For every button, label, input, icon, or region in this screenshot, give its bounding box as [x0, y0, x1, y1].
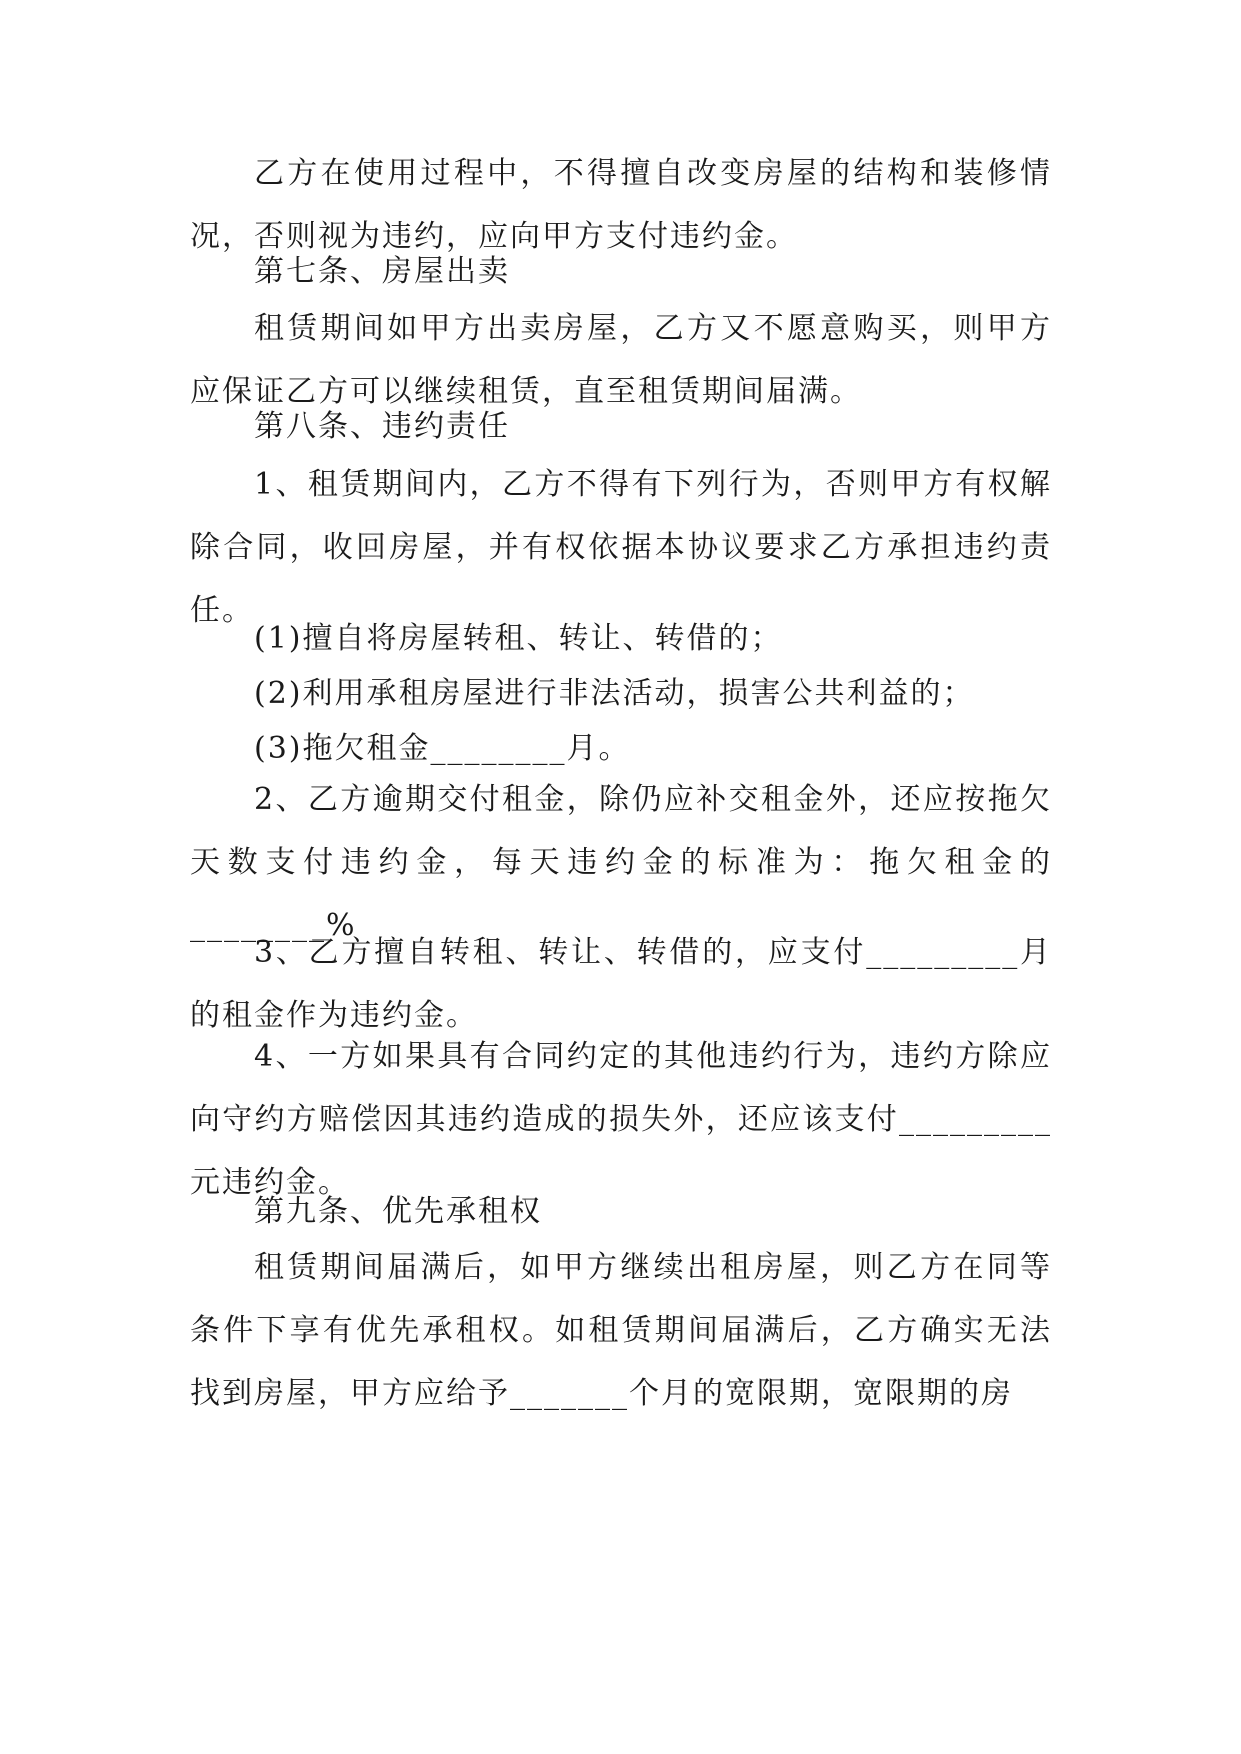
list-item-breach-1-1: (1)擅自将房屋转租、转让、转借的；: [254, 621, 783, 656]
paragraph-breach-2: 2、乙方逾期交付租金，除仍应补交租金外，还应按拖欠天数支付违约金，每天违约金的标准为：拖欠租金的________%: [190, 782, 1052, 943]
paragraph-breach-4: 4、一方如果具有合同约定的其他违约行为，违约方除应向守约方赔偿因其违约造成的损失外，还应该支付_________元违约金。: [190, 1039, 1052, 1200]
heading-article-9: 第九条、优先承租权: [254, 1194, 542, 1229]
list-item-breach-1-2: (2)利用承租房屋进行非法活动，损害公共利益的；: [254, 676, 975, 711]
paragraph-alteration-clause: 乙方在使用过程中，不得擅自改变房屋的结构和装修情况，否则视为违约，应向甲方支付违约金。: [190, 156, 1052, 254]
paragraph-breach-1: 1、租赁期间内，乙方不得有下列行为，否则甲方有权解除合同，收回房屋，并有权依据本协议要求乙方承担违约责任。: [190, 467, 1052, 628]
paragraph-priority-lease: 租赁期间届满后，如甲方继续出租房屋，则乙方在同等条件下享有优先承租权。如租赁期间届满后，乙方确实无法找到房屋，甲方应给予_______个月的宽限期，宽限期的房: [190, 1250, 1052, 1411]
paragraph-house-sale: 租赁期间如甲方出卖房屋，乙方又不愿意购买，则甲方应保证乙方可以继续租赁，直至租赁期间届满。: [190, 311, 1052, 409]
heading-article-7: 第七条、房屋出卖: [254, 254, 510, 289]
paragraph-breach-3: 3、乙方擅自转租、转让、转借的，应支付_________月的租金作为违约金。: [190, 935, 1052, 1033]
heading-article-8: 第八条、违约责任: [254, 409, 510, 444]
list-item-breach-1-3: (3)拖欠租金________月。: [254, 731, 631, 766]
